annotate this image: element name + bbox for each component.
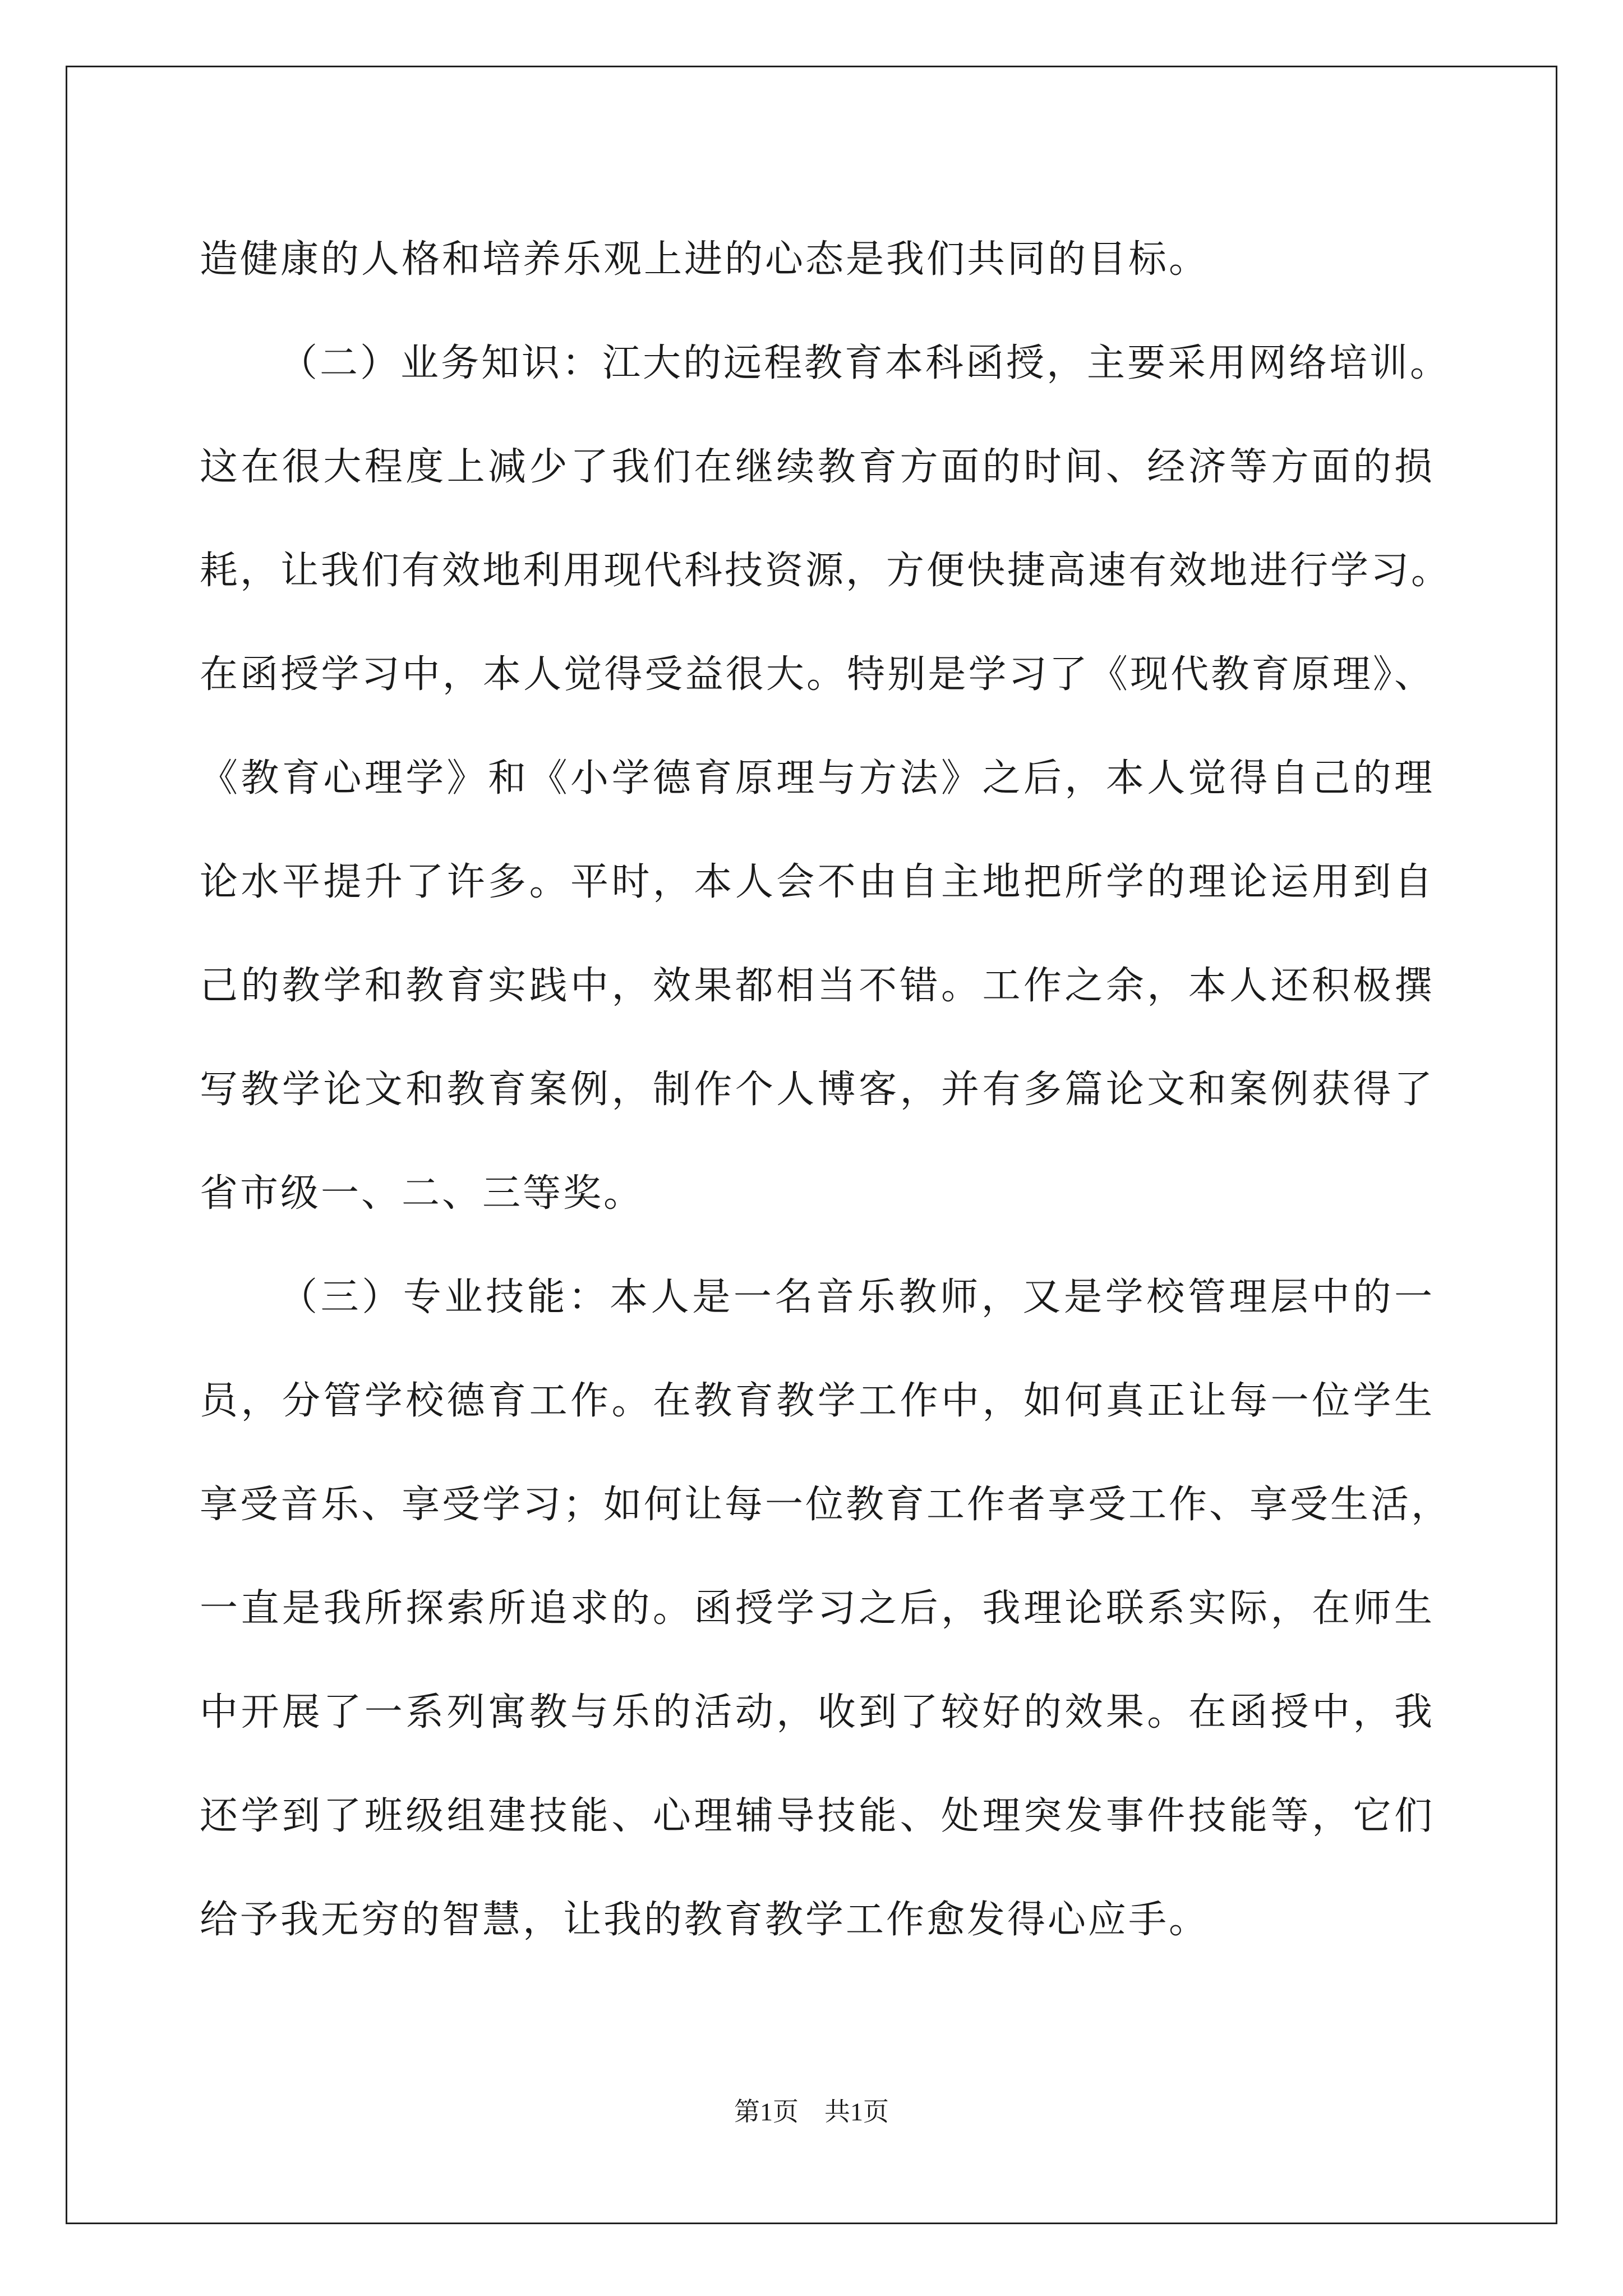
- text-line: 还学到了班级组建技能、心理辅导技能、处理突发事件技能等，它们: [200, 1794, 1435, 1838]
- page-number-current: 第1页: [734, 2097, 799, 2126]
- text-line: 论水平提升了许多。平时，本人会不由自主地把所学的理论运用到自: [200, 860, 1435, 904]
- text-line: 己的教学和教育实践中，效果都相当不错。工作之余，本人还积极撰: [200, 964, 1435, 1008]
- page-footer: [0, 2095, 1623, 2129]
- text-line: 造健康的人格和培养乐观上进的心态是我们共同的目标。: [200, 237, 1210, 282]
- text-line: 一直是我所探索所追求的。函授学习之后，我理论联系实际，在师生: [200, 1586, 1435, 1631]
- text-line: 在函授学习中，本人觉得受益很大。特别是学习了《现代教育原理》、: [200, 652, 1435, 697]
- paragraph-heading-professional-skills: （三）专业技能：本人是一名音乐教师，又是学校管理层中的一: [279, 1275, 1435, 1319]
- page-number-total: 共1页: [824, 2097, 889, 2126]
- text-line: 写教学论文和教育案例，制作个人博客，并有多篇论文和案例获得了: [200, 1068, 1435, 1112]
- text-line: 这在很大程度上减少了我们在继续教育方面的时间、经济等方面的损: [200, 445, 1435, 489]
- text-line: 享受音乐、享受学习；如何让每一位教育工作者享受工作、享受生活，: [200, 1483, 1452, 1527]
- text-line: 《教育心理学》和《小学德育原理与方法》之后，本人觉得自己的理: [200, 756, 1435, 800]
- text-line: 省市级一、二、三等奖。: [200, 1171, 644, 1216]
- text-line: 耗，让我们有效地利用现代科技资源，方便快捷高速有效地进行学习。: [200, 549, 1452, 593]
- text-line: 给予我无穷的智慧，让我的教育教学工作愈发得心应手。: [200, 1898, 1210, 1942]
- document-body: [200, 208, 1452, 1972]
- text-line: 中开展了一系列寓教与乐的活动，收到了较好的效果。在函授中，我: [200, 1690, 1435, 1734]
- text-line: 员，分管学校德育工作。在教育教学工作中，如何真正让每一位学生: [200, 1379, 1435, 1423]
- paragraph-heading-business-knowledge: （二）业务知识：江大的远程教育本科函授，主要采用网络培训。: [279, 341, 1451, 385]
